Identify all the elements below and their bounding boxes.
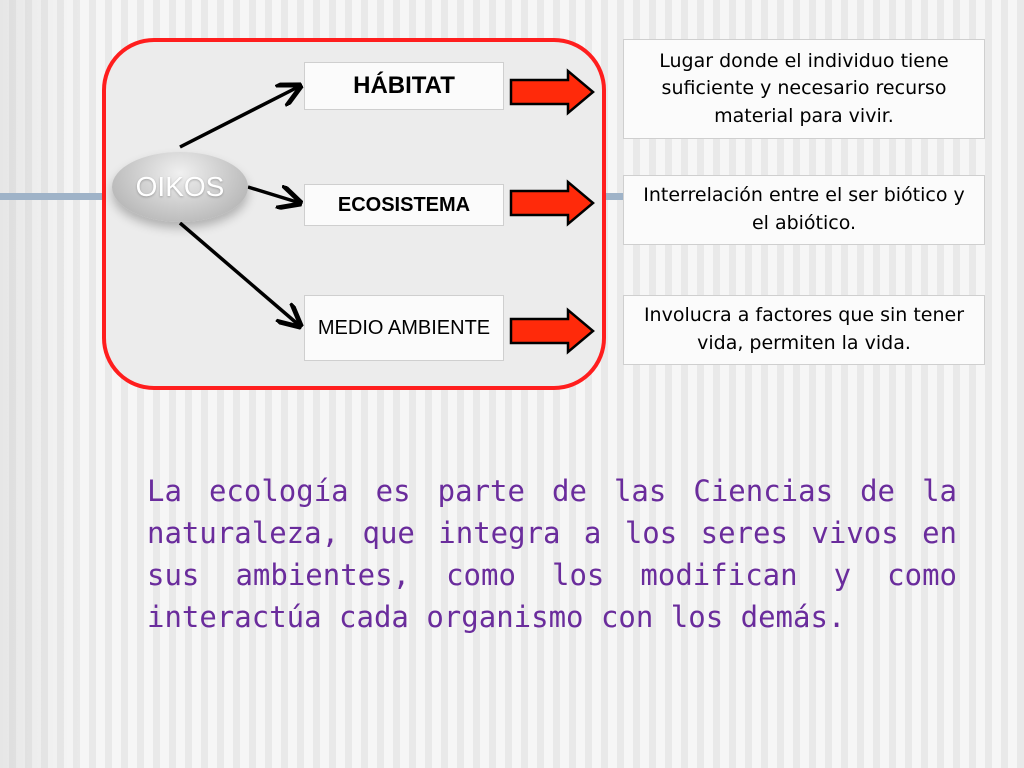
term-ecosistema: ECOSISTEMA	[304, 184, 504, 226]
description-habitat: Lugar donde el individuo tiene suficiente y necesario recurso material para vivir.	[623, 39, 985, 139]
connector-arrow-habitat	[180, 86, 300, 147]
block-arrow-ecosistema	[511, 182, 593, 224]
connector-arrow-medio-ambiente	[180, 223, 300, 326]
description-medio-ambiente: Involucra a factores que sin tener vida, permiten la vida.	[623, 295, 985, 365]
block-arrow-habitat	[511, 71, 593, 113]
description-ecosistema: Interrelación entre el ser biótico y el abiótico.	[623, 175, 985, 245]
term-habitat: HÁBITAT	[304, 62, 504, 110]
block-arrow-medio-ambiente	[511, 310, 593, 352]
connector-arrow-ecosistema	[248, 187, 300, 203]
ecology-paragraph: La ecología es parte de las Ciencias de la naturaleza, que integra a los seres vivos en sus ambientes, como los modifican y como interactúa cada organismo con los demás.	[147, 474, 957, 634]
term-medio-ambiente: MEDIO AMBIENTE	[304, 295, 504, 361]
oikos-node: OIKOS	[112, 152, 248, 222]
